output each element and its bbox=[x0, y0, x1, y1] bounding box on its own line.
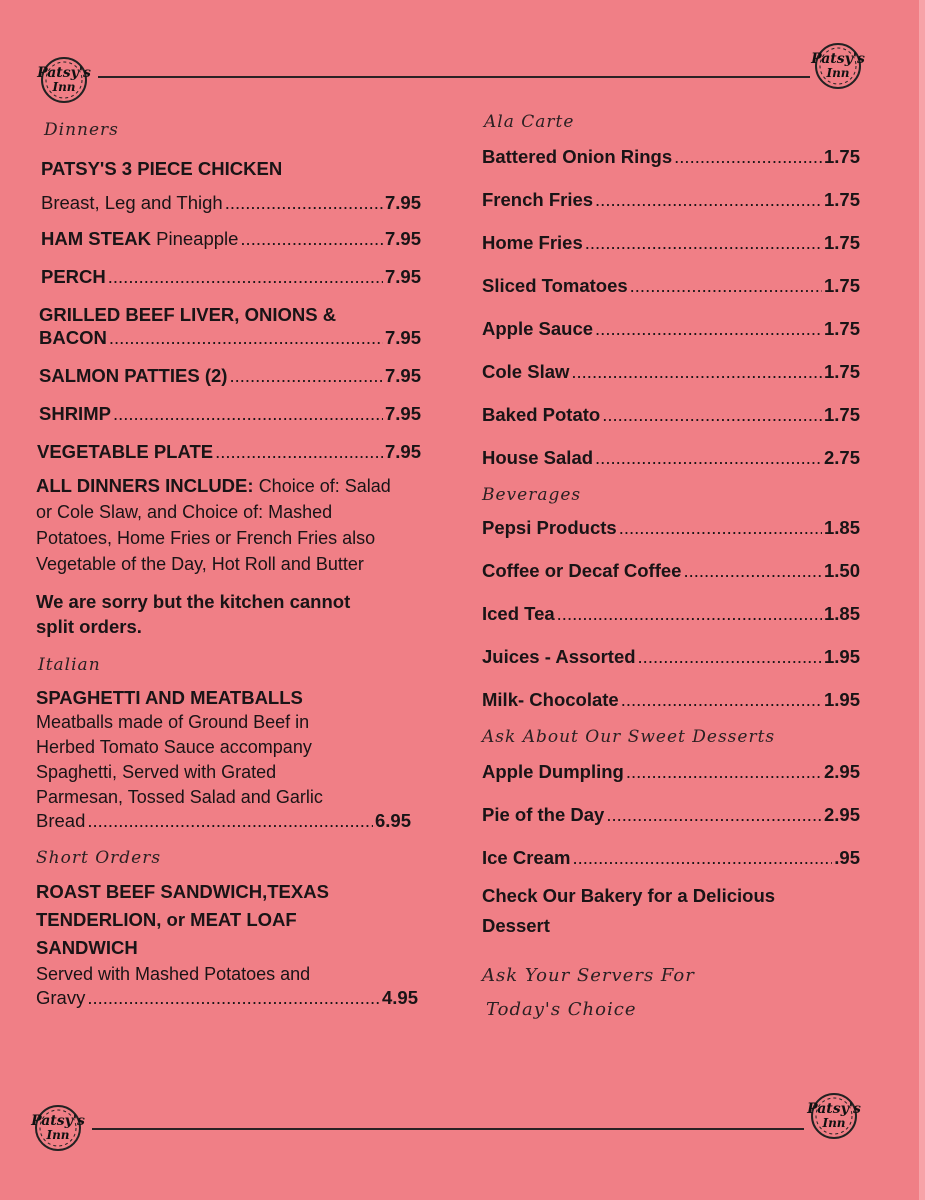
svg-text:Patsy's: Patsy's bbox=[37, 65, 91, 81]
item-price: 6.95 bbox=[374, 810, 411, 831]
item-name: Iced Tea bbox=[482, 603, 555, 624]
item-price: 1.75 bbox=[823, 318, 860, 339]
menu-item-beverage bbox=[482, 646, 860, 668]
svg-text:Inn: Inn bbox=[822, 1116, 846, 1130]
menu-item-roast-beef: Gravy ..... 4.95 bbox=[36, 987, 418, 1009]
item-price: 1.50 bbox=[823, 560, 860, 581]
item-name: Coffee or Decaf Coffee bbox=[482, 560, 682, 581]
menu-item-beverage bbox=[482, 517, 860, 539]
menu-item-ham-steak bbox=[41, 228, 421, 250]
leader-dots bbox=[240, 228, 383, 250]
beverages-list bbox=[482, 517, 867, 711]
leader-dots bbox=[557, 603, 822, 625]
item-price: 2.95 bbox=[823, 761, 860, 782]
dinners-heading: Dinners bbox=[44, 120, 119, 140]
leader-dots bbox=[215, 441, 383, 463]
leader-dots bbox=[674, 146, 822, 168]
item-name: BACON bbox=[39, 327, 107, 348]
menu-item-dessert bbox=[482, 804, 860, 826]
desserts-list bbox=[482, 761, 867, 869]
svg-text:Patsy's: Patsy's bbox=[807, 1101, 861, 1117]
leader-dots bbox=[595, 447, 822, 469]
leader-dots bbox=[225, 192, 383, 214]
item-name: HAM STEAK bbox=[41, 228, 151, 249]
menu-item-dessert bbox=[482, 847, 860, 869]
item-name: Pepsi Products bbox=[482, 517, 617, 538]
item-price: 7.95 bbox=[384, 403, 421, 424]
menu-item-ala-carte bbox=[482, 404, 860, 426]
bakery-note: Check Our Bakery for a Delicious Dessert bbox=[482, 885, 776, 936]
svg-text:Inn: Inn bbox=[52, 80, 76, 94]
no-split-note: We are sorry but the kitchen cannot split orders. bbox=[36, 591, 351, 637]
svg-text:Inn: Inn bbox=[826, 66, 850, 80]
item-name: House Salad bbox=[482, 447, 594, 468]
desserts-heading: Ask About Our Sweet Desserts bbox=[482, 727, 776, 747]
patsys-inn-logo-bottom-right bbox=[806, 1088, 862, 1144]
menu-item-spaghetti: Bread ..... 6.95 bbox=[36, 810, 411, 832]
leader-dots bbox=[606, 804, 822, 826]
item-price: 2.75 bbox=[823, 447, 860, 468]
item-price: 2.95 bbox=[823, 804, 860, 825]
menu-item-salmon bbox=[39, 365, 421, 387]
leader-dots bbox=[630, 275, 822, 297]
item-price: 1.75 bbox=[823, 361, 860, 382]
item-price: .95 bbox=[834, 847, 860, 868]
short-orders-heading: Short Orders bbox=[36, 848, 162, 868]
svg-text:Patsy's: Patsy's bbox=[31, 1113, 85, 1129]
menu-item-beverage bbox=[482, 689, 860, 711]
leader-dots bbox=[108, 266, 383, 288]
item-name: Ice Cream bbox=[482, 847, 571, 868]
menu-item-ala-carte bbox=[482, 275, 860, 297]
item-name: Juices - Assorted bbox=[482, 646, 636, 667]
leader-dots bbox=[229, 365, 383, 387]
leader-dots bbox=[683, 560, 822, 582]
item-price: 1.85 bbox=[823, 603, 860, 624]
ala-carte-heading: Ala Carte bbox=[484, 112, 575, 132]
item-name: Apple Sauce bbox=[482, 318, 594, 339]
short-orders-description: Served with Mashed Potatoes and bbox=[36, 964, 311, 984]
menu-item-beverage bbox=[482, 603, 860, 625]
patsys-inn-logo-top-left bbox=[36, 52, 92, 108]
item-name: French Fries bbox=[482, 189, 594, 210]
item-name: Baked Potato bbox=[482, 404, 601, 425]
item-price: 7.95 bbox=[384, 327, 421, 348]
menu-item-ala-carte bbox=[482, 189, 860, 211]
item-name: Cole Slaw bbox=[482, 361, 570, 382]
item-price: 1.85 bbox=[823, 517, 860, 538]
menu-item-dessert bbox=[482, 761, 860, 783]
item-name: VEGETABLE PLATE bbox=[37, 441, 214, 462]
item-name: Apple Dumpling bbox=[482, 761, 624, 782]
liver-title: GRILLED BEEF LIVER, ONIONS & bbox=[39, 304, 337, 325]
menu-item-beverage bbox=[482, 560, 860, 582]
menu-item-ala-carte bbox=[482, 146, 860, 168]
short-orders-title: ROAST BEEF SANDWICH,TEXAS TENDERLION, or MEAT LOAF SANDWICH bbox=[36, 881, 329, 958]
item-name: Home Fries bbox=[482, 232, 583, 253]
item-desc: Pineapple bbox=[156, 228, 239, 249]
top-rule bbox=[98, 76, 810, 78]
item-price: 1.75 bbox=[823, 404, 860, 425]
spaghetti-description: Meatballs made of Ground Beef in Herbed Tomato Sauce accompany Spaghetti, Served with Grated Parmesan, Tossed Salad and Garlic bbox=[36, 712, 323, 807]
chicken-title: PATSY'S 3 PIECE CHICKEN bbox=[41, 158, 283, 179]
menu-item-ala-carte bbox=[482, 361, 860, 383]
leader-dots bbox=[87, 810, 373, 832]
menu-item-shrimp bbox=[39, 403, 421, 425]
item-price: 1.75 bbox=[823, 232, 860, 253]
leader-dots bbox=[572, 847, 832, 869]
beverages-heading: Beverages bbox=[482, 485, 582, 505]
leader-dots bbox=[626, 761, 822, 783]
item-name: Battered Onion Rings bbox=[482, 146, 673, 167]
ask-servers-note: Ask Your Servers For Today's Choice bbox=[482, 965, 695, 1020]
item-desc: Breast, Leg and Thigh bbox=[41, 192, 223, 213]
menu-item-ala-carte bbox=[482, 232, 860, 254]
patsys-inn-logo-top-right bbox=[810, 38, 866, 94]
leader-dots bbox=[595, 189, 822, 211]
leader-dots bbox=[638, 646, 822, 668]
item-price: 1.95 bbox=[823, 689, 860, 710]
item-price: 1.95 bbox=[823, 646, 860, 667]
patsys-inn-logo-bottom-left bbox=[30, 1100, 86, 1156]
paper-edge bbox=[919, 0, 925, 1200]
menu-item-ala-carte bbox=[482, 447, 860, 469]
spaghetti-title: SPAGHETTI AND MEATBALLS bbox=[36, 687, 303, 708]
leader-dots bbox=[109, 327, 383, 349]
leader-dots bbox=[595, 318, 822, 340]
item-price: 7.95 bbox=[384, 365, 421, 386]
item-price: 1.75 bbox=[823, 146, 860, 167]
item-price: 7.95 bbox=[384, 228, 421, 249]
left-column bbox=[36, 120, 421, 1009]
ala-carte-list bbox=[482, 146, 867, 469]
dinners-include-note: ALL DINNERS INCLUDE: Choice of: Salad or Cole Slaw, and Choice of: Mashed Potatoes, Home Fries or French Fries also Vegetable of the Day, Hot Roll and Butter bbox=[36, 475, 391, 574]
right-column bbox=[482, 112, 867, 1027]
item-price: 7.95 bbox=[384, 266, 421, 287]
leader-dots bbox=[585, 232, 822, 254]
menu-item-beef-liver bbox=[39, 327, 421, 349]
leader-dots bbox=[621, 689, 822, 711]
leader-dots bbox=[602, 404, 822, 426]
menu-item-chicken bbox=[41, 192, 421, 214]
svg-text:Patsy's: Patsy's bbox=[811, 51, 865, 67]
item-name: Pie of the Day bbox=[482, 804, 605, 825]
leader-dots bbox=[571, 361, 822, 383]
item-name: Sliced Tomatoes bbox=[482, 275, 628, 296]
bottom-rule bbox=[92, 1128, 804, 1130]
menu-item-perch bbox=[41, 266, 421, 288]
leader-dots bbox=[87, 987, 380, 1009]
svg-text:Inn: Inn bbox=[46, 1128, 70, 1142]
item-name: SHRIMP bbox=[39, 403, 111, 424]
menu-item-ala-carte bbox=[482, 318, 860, 340]
item-name: SALMON PATTIES (2) bbox=[39, 365, 228, 386]
item-name: Milk- Chocolate bbox=[482, 689, 619, 710]
item-price: 4.95 bbox=[381, 987, 418, 1008]
menu-item-vegetable-plate bbox=[37, 441, 421, 463]
item-price: 7.95 bbox=[384, 441, 421, 462]
italian-heading: Italian bbox=[38, 655, 101, 675]
item-price: 1.75 bbox=[823, 275, 860, 296]
item-name: PERCH bbox=[41, 266, 106, 287]
item-price: 1.75 bbox=[823, 189, 860, 210]
leader-dots bbox=[113, 403, 383, 425]
leader-dots bbox=[619, 517, 822, 539]
item-price: 7.95 bbox=[384, 192, 421, 213]
